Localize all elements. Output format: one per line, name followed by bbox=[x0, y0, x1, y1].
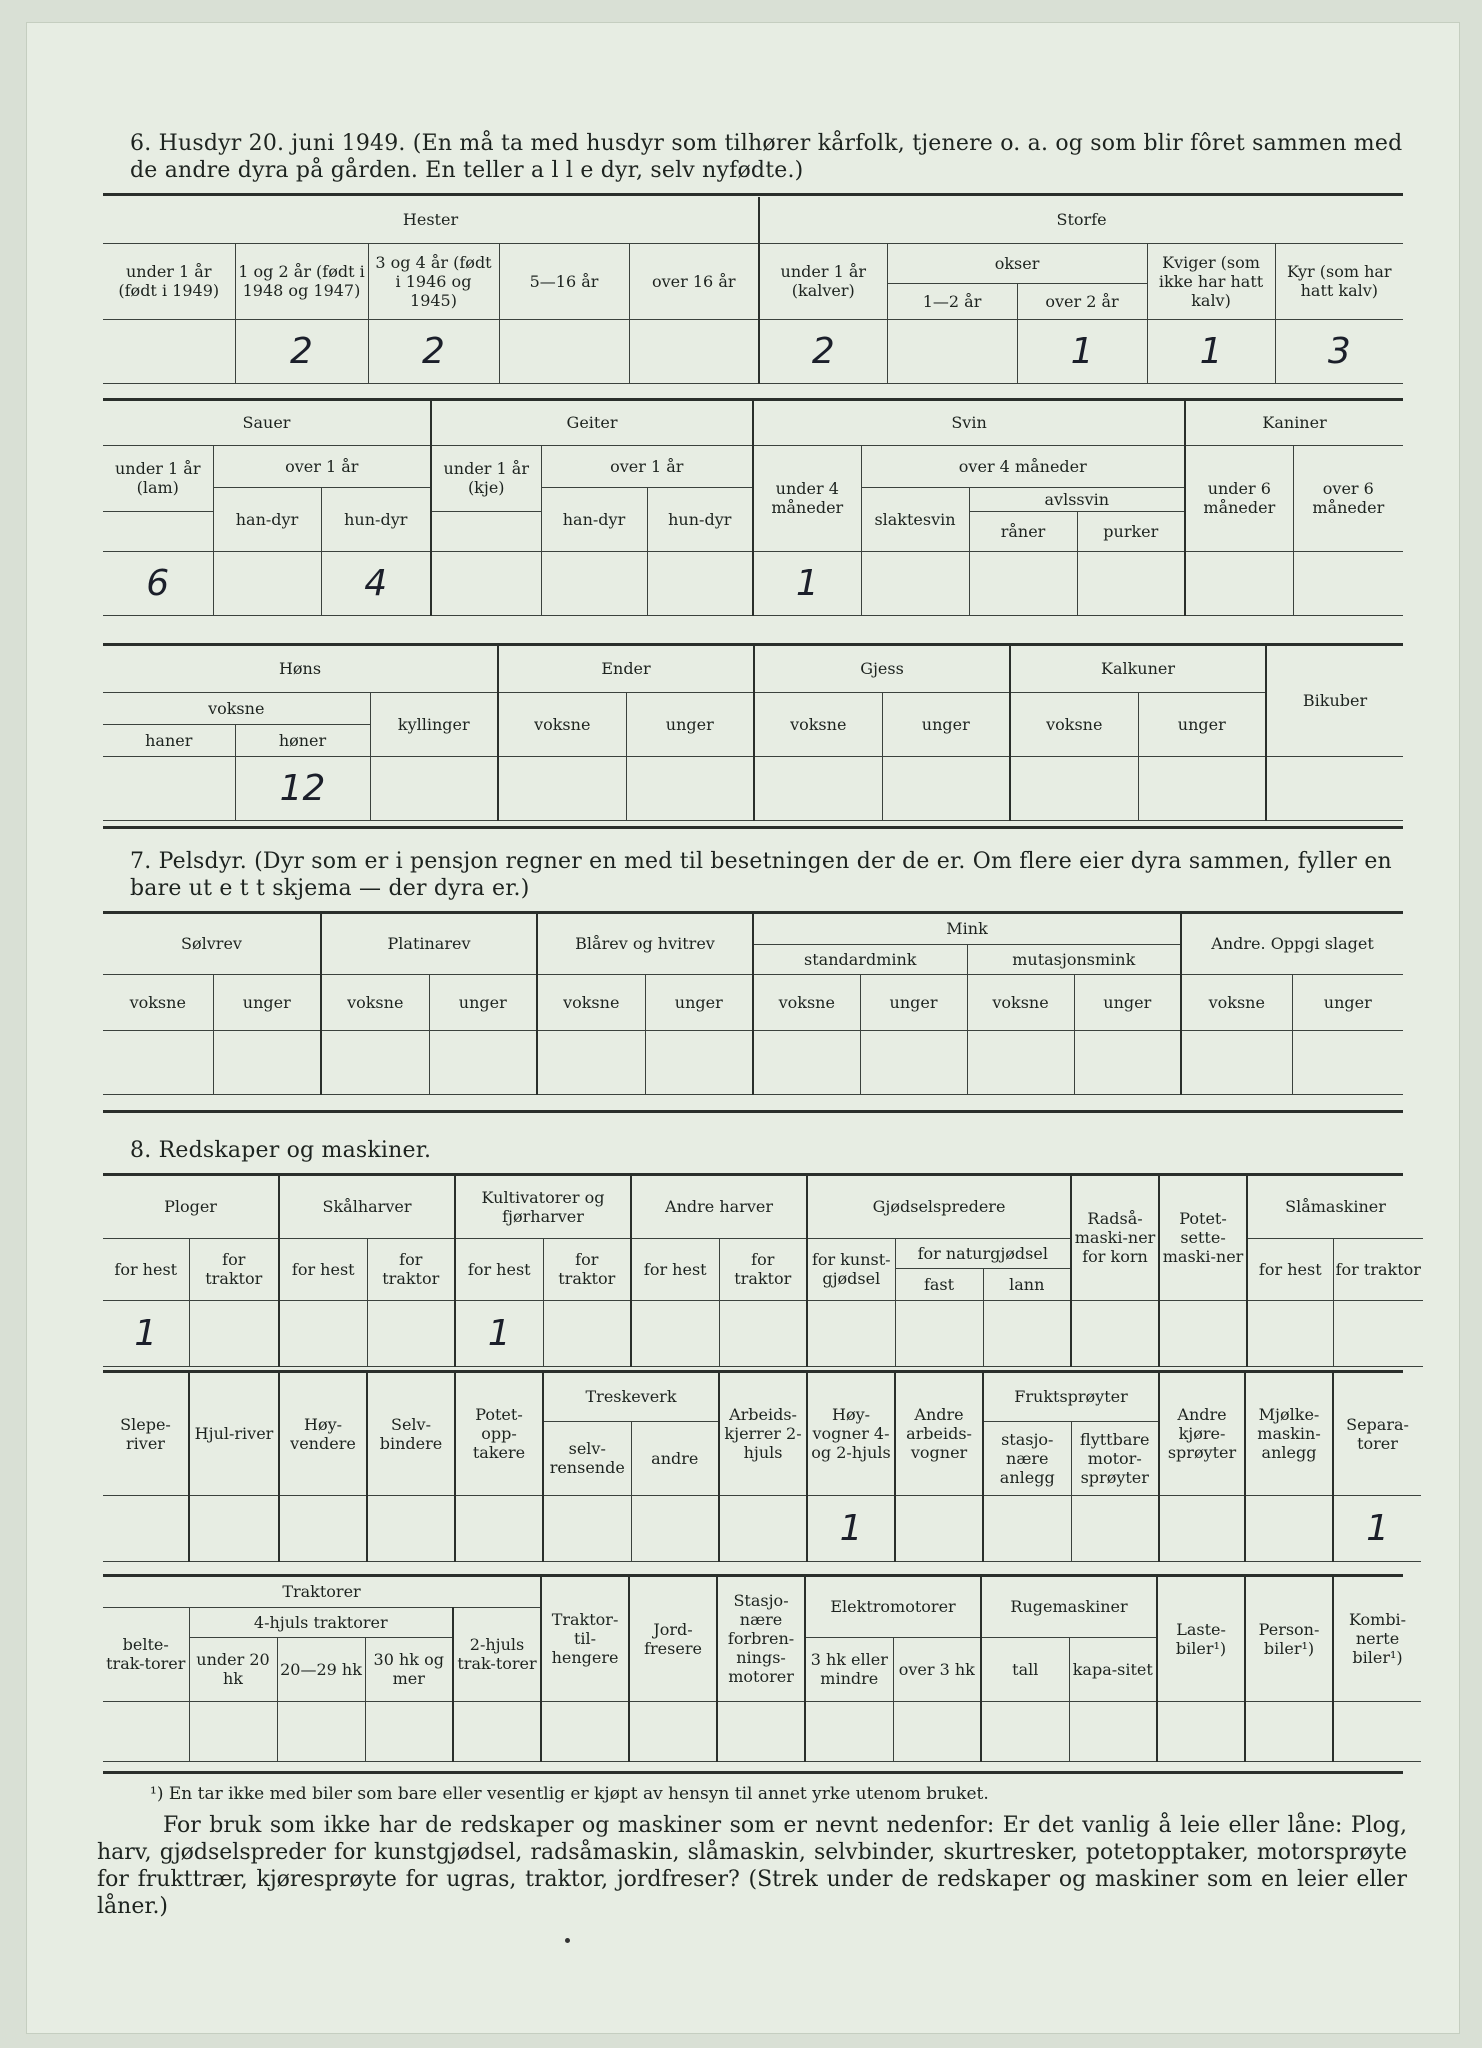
hons-col-voksne: voksne bbox=[103, 692, 370, 724]
col-3hk-mindre: 3 hk eller mindre bbox=[805, 1637, 893, 1701]
input-cell[interactable] bbox=[1333, 1701, 1421, 1761]
col-20-29hk: 20—29 hk bbox=[277, 1637, 365, 1701]
col-unger: unger bbox=[213, 974, 321, 1030]
input-cell[interactable] bbox=[807, 1300, 895, 1366]
geiter-col-handyr: han-dyr bbox=[541, 487, 647, 551]
traktortilhengere-header: Traktor-til-hengere bbox=[541, 1577, 629, 1701]
forbrenningsmotorer-header: Stasjo-nære forbren-nings-motorer bbox=[717, 1577, 805, 1701]
input-cell[interactable] bbox=[969, 551, 1077, 615]
divider bbox=[103, 1110, 1403, 1113]
input-cell[interactable] bbox=[805, 1701, 893, 1761]
hester-col-1-2: 1 og 2 år (født i 1948 og 1947) bbox=[235, 243, 368, 319]
arbeidskjerrer-header: Arbeids-kjerrer 2-hjuls bbox=[719, 1373, 807, 1495]
input-cell[interactable] bbox=[717, 1701, 805, 1761]
rugemaskiner-header: Rugemaskiner bbox=[981, 1577, 1157, 1637]
input-cell[interactable] bbox=[1245, 1495, 1333, 1561]
gjess-col-unger: unger bbox=[882, 692, 1010, 756]
radsamaskiner-header: Radså-maski-ner for korn bbox=[1071, 1176, 1159, 1300]
kalkuner-col-unger: unger bbox=[1138, 692, 1266, 756]
col-for-hest: for hest bbox=[631, 1238, 719, 1300]
input-cell[interactable] bbox=[367, 1495, 455, 1561]
input-cell[interactable] bbox=[754, 756, 882, 820]
input-cell[interactable] bbox=[103, 1030, 213, 1094]
input-cell[interactable] bbox=[103, 1701, 189, 1761]
selvbindere-header: Selv-bindere bbox=[367, 1373, 455, 1495]
hjulriver-header: Hjul-river bbox=[189, 1373, 279, 1495]
input-cell[interactable] bbox=[103, 1495, 189, 1561]
kaniner-col-over6: over 6 måneder bbox=[1293, 445, 1403, 551]
input-cell[interactable] bbox=[1293, 551, 1403, 615]
col-tall: tall bbox=[981, 1637, 1069, 1701]
andre-pelsdyr-header: Andre. Oppgi slaget bbox=[1181, 914, 1403, 974]
col-lann: lann bbox=[983, 1268, 1071, 1300]
input-cell[interactable] bbox=[631, 1300, 719, 1366]
kultivatorer-header: Kultivatorer og fjørharver bbox=[455, 1176, 631, 1238]
input-cell[interactable] bbox=[983, 1495, 1071, 1561]
col-voksne: voksne bbox=[321, 974, 429, 1030]
divider bbox=[103, 193, 1403, 196]
svin-col-slaktesvin: slaktesvin bbox=[861, 487, 969, 551]
input-cell[interactable] bbox=[1247, 1300, 1333, 1366]
separatorer-header: Separa-torer bbox=[1333, 1373, 1421, 1495]
kalkuner-col-voksne: voksne bbox=[1010, 692, 1138, 756]
col-4hjuls: 4-hjuls traktorer bbox=[189, 1607, 453, 1637]
input-cell[interactable]: 2 bbox=[368, 319, 499, 383]
solvrev-header: Sølvrev bbox=[103, 914, 321, 974]
input-cell[interactable] bbox=[1077, 551, 1185, 615]
input-cell[interactable] bbox=[1159, 1495, 1245, 1561]
gjodselspredere-header: Gjødselspredere bbox=[807, 1176, 1071, 1238]
hester-col-over16: over 16 år bbox=[629, 243, 759, 319]
geiter-col-over1: over 1 år bbox=[541, 445, 753, 487]
hester-storfe-table bbox=[103, 197, 1403, 384]
input-cell[interactable]: 6 bbox=[103, 551, 213, 615]
input-cell[interactable] bbox=[1181, 1030, 1292, 1094]
col-voksne: voksne bbox=[103, 974, 213, 1030]
input-cell[interactable] bbox=[1069, 1701, 1157, 1761]
input-cell[interactable] bbox=[1157, 1701, 1245, 1761]
input-cell[interactable] bbox=[1333, 1300, 1423, 1366]
input-cell[interactable] bbox=[882, 756, 1010, 820]
hoyvogner-header: Høy-vogner 4- og 2-hjuls bbox=[807, 1373, 895, 1495]
input-cell[interactable] bbox=[753, 1030, 860, 1094]
mutasjonsmink-header: mutasjonsmink bbox=[967, 944, 1181, 974]
storfe-col-okser: okser bbox=[887, 243, 1147, 283]
input-cell[interactable] bbox=[365, 1701, 453, 1761]
input-cell[interactable] bbox=[370, 756, 498, 820]
ploger-header: Ploger bbox=[103, 1176, 279, 1238]
input-cell[interactable] bbox=[277, 1701, 365, 1761]
input-cell[interactable] bbox=[279, 1300, 367, 1366]
input-cell[interactable] bbox=[1266, 756, 1403, 820]
col-30hk-mer: 30 hk og mer bbox=[365, 1637, 453, 1701]
kombinertebiler-header: Kombi-nerte biler¹) bbox=[1333, 1577, 1421, 1701]
col-unger: unger bbox=[429, 974, 537, 1030]
input-cell[interactable] bbox=[429, 1030, 537, 1094]
sleperiver-header: Slepe-river bbox=[103, 1373, 189, 1495]
potetsettemaskiner-header: Potet-sette-maski-ner bbox=[1159, 1176, 1247, 1300]
hester-col-under1: under 1 år (født i 1949) bbox=[103, 243, 235, 319]
redskaper-table-3 bbox=[103, 1577, 1407, 1762]
input-cell[interactable] bbox=[431, 551, 541, 615]
input-cell[interactable] bbox=[626, 756, 754, 820]
col-voksne: voksne bbox=[1181, 974, 1292, 1030]
input-cell[interactable]: 4 bbox=[321, 551, 431, 615]
input-cell[interactable] bbox=[1185, 551, 1293, 615]
col-for-hest: for hest bbox=[1247, 1238, 1333, 1300]
input-cell[interactable] bbox=[895, 1495, 983, 1561]
traktorer-header: Traktorer bbox=[103, 1577, 541, 1607]
input-cell[interactable] bbox=[499, 319, 629, 383]
input-cell[interactable] bbox=[981, 1701, 1069, 1761]
potetopptakere-header: Potet-opp-takere bbox=[455, 1373, 543, 1495]
hons-col-kyllinger: kyllinger bbox=[370, 692, 498, 756]
input-cell[interactable] bbox=[367, 1300, 455, 1366]
input-cell[interactable] bbox=[537, 1030, 645, 1094]
input-cell[interactable] bbox=[719, 1495, 807, 1561]
divider bbox=[103, 826, 1403, 829]
input-cell[interactable]: 1 bbox=[753, 551, 861, 615]
kalkuner-header: Kalkuner bbox=[1010, 646, 1266, 692]
input-cell[interactable] bbox=[1074, 1030, 1181, 1094]
input-cell[interactable]: 1 bbox=[103, 1300, 189, 1366]
footnote: ¹) En tar ikke med biler som bare eller vesentlig er kjøpt av hensyn til annet yrke utenom bruket. bbox=[150, 1784, 989, 1804]
svin-header: Svin bbox=[753, 401, 1185, 445]
input-cell[interactable] bbox=[1138, 756, 1266, 820]
col-for-naturgjodsel: for naturgjødsel bbox=[895, 1238, 1071, 1268]
input-cell[interactable]: 12 bbox=[235, 756, 370, 820]
input-cell[interactable]: 1 bbox=[1333, 1495, 1421, 1561]
input-cell[interactable] bbox=[103, 756, 235, 820]
lastebiler-header: Laste-biler¹) bbox=[1157, 1577, 1245, 1701]
sauer-col-over1: over 1 år bbox=[213, 445, 431, 487]
svin-col-raner: råner bbox=[969, 511, 1077, 551]
sauer-col-lam: under 1 år (lam) bbox=[103, 445, 213, 511]
personbiler-header: Person-biler¹) bbox=[1245, 1577, 1333, 1701]
col-unger: unger bbox=[860, 974, 967, 1030]
arbeidsvogner-header: Andre arbeids-vogner bbox=[895, 1373, 983, 1495]
input-cell[interactable] bbox=[1010, 756, 1138, 820]
input-cell[interactable] bbox=[321, 1030, 429, 1094]
hons-col-honer: høner bbox=[235, 724, 370, 756]
storfe-col-kalver: under 1 år (kalver) bbox=[759, 243, 887, 319]
input-cell[interactable] bbox=[895, 1300, 983, 1366]
input-cell[interactable] bbox=[103, 319, 235, 383]
section-8-heading: 8. Redskaper og maskiner. bbox=[130, 1138, 432, 1163]
hester-col-3-4: 3 og 4 år (født i 1946 og 1945) bbox=[368, 243, 499, 319]
geiter-header: Geiter bbox=[431, 401, 753, 445]
col-voksne: voksne bbox=[753, 974, 860, 1030]
slamaskiner-header: Slåmaskiner bbox=[1247, 1176, 1423, 1238]
input-cell[interactable] bbox=[860, 1030, 967, 1094]
mink-header: Mink bbox=[753, 914, 1181, 944]
treskeverk-header: Treskeverk bbox=[543, 1373, 719, 1421]
input-cell[interactable]: 1 bbox=[807, 1495, 895, 1561]
section-6-heading: 6. Husdyr 20. juni 1949. (En må ta med husdyr som tilhører kårfolk, tjenere o. a. og som blir fôret sammen med de andre dyra på gården. En teller a l l e dyr, selv nyfødte.) bbox=[130, 131, 1403, 183]
input-cell[interactable] bbox=[647, 551, 753, 615]
mjolkemaskin-header: Mjølke-maskin-anlegg bbox=[1245, 1373, 1333, 1495]
col-for-kunstgjodsel: for kunst-gjødsel bbox=[807, 1238, 895, 1300]
col-stasjonaere-anlegg: stasjo-nære anlegg bbox=[983, 1421, 1071, 1495]
input-cell[interactable] bbox=[213, 551, 321, 615]
storfe-col-kyr: Kyr (som har hatt kalv) bbox=[1275, 243, 1403, 319]
input-cell[interactable] bbox=[541, 1701, 629, 1761]
col-for-traktor: for traktor bbox=[543, 1238, 631, 1300]
svin-col-avlssvin: avlssvin bbox=[969, 487, 1185, 511]
col-for-traktor: for traktor bbox=[1333, 1238, 1423, 1300]
input-cell[interactable] bbox=[1071, 1495, 1159, 1561]
input-cell[interactable] bbox=[861, 551, 969, 615]
gjess-col-voksne: voksne bbox=[754, 692, 882, 756]
input-cell[interactable]: 2 bbox=[235, 319, 368, 383]
platinarev-header: Platinarev bbox=[321, 914, 537, 974]
input-cell[interactable] bbox=[719, 1300, 807, 1366]
input-cell[interactable] bbox=[453, 1701, 541, 1761]
ender-col-voksne: voksne bbox=[498, 692, 626, 756]
hons-header: Høns bbox=[103, 646, 498, 692]
kaniner-header: Kaniner bbox=[1185, 401, 1403, 445]
input-cell[interactable] bbox=[645, 1030, 753, 1094]
jordfresere-header: Jord-fresere bbox=[629, 1577, 717, 1701]
input-cell[interactable] bbox=[189, 1701, 277, 1761]
geiter-col-kje: under 1 år (kje) bbox=[431, 445, 541, 511]
col-flyttbare-motorsproyter: flyttbare motor-sprøyter bbox=[1071, 1421, 1159, 1495]
gjess-header: Gjess bbox=[754, 646, 1010, 692]
input-cell[interactable] bbox=[1159, 1300, 1247, 1366]
input-cell[interactable] bbox=[455, 1495, 543, 1561]
andre-harver-header: Andre harver bbox=[631, 1176, 807, 1238]
col-for-traktor: for traktor bbox=[367, 1238, 455, 1300]
input-cell[interactable] bbox=[967, 1030, 1074, 1094]
col-for-hest: for hest bbox=[103, 1238, 189, 1300]
okser-col-over2: over 2 år bbox=[1017, 283, 1147, 319]
sauer-svin-table bbox=[103, 401, 1403, 616]
closing-paragraph: For bruk som ikke har de redskaper og maskiner som er nevnt nedenfor: Er det vanlig å leie eller låne: Plog, harv, gjødselspreder for kunstgjødsel, radsåmaskin, slåmaskin, selvbinder, skurtresker, potetopptaker, motorsprøyte for frukttrær, kjøresprøyte for ugras, traktor, jordfreser? (Strek under de redskaper og maskiner som en leier eller låner.) bbox=[97, 1813, 1407, 1919]
svin-col-purker: purker bbox=[1077, 511, 1185, 551]
geiter-col-hundyr: hun-dyr bbox=[647, 487, 753, 551]
col-unger: unger bbox=[645, 974, 753, 1030]
okser-col-1-2: 1—2 år bbox=[887, 283, 1017, 319]
input-cell[interactable] bbox=[541, 551, 647, 615]
storfe-col-kviger: Kviger (som ikke har hatt kalv) bbox=[1147, 243, 1275, 319]
skalharver-header: Skålharver bbox=[279, 1176, 455, 1238]
storfe-header: Storfe bbox=[759, 197, 1403, 243]
redskaper-table-2 bbox=[103, 1373, 1409, 1562]
col-for-traktor: for traktor bbox=[719, 1238, 807, 1300]
input-cell[interactable] bbox=[543, 1495, 631, 1561]
svin-col-over4: over 4 måneder bbox=[861, 445, 1185, 487]
col-unger: unger bbox=[1292, 974, 1403, 1030]
sauer-header: Sauer bbox=[103, 401, 431, 445]
col-selvrensende: selv-rensende bbox=[543, 1421, 631, 1495]
input-cell[interactable] bbox=[498, 756, 626, 820]
input-cell[interactable] bbox=[629, 319, 759, 383]
input-cell[interactable] bbox=[189, 1495, 279, 1561]
hons-col-haner: haner bbox=[103, 724, 235, 756]
divider bbox=[103, 1771, 1403, 1774]
col-voksne: voksne bbox=[537, 974, 645, 1030]
input-cell[interactable] bbox=[213, 1030, 321, 1094]
input-cell[interactable]: 1 bbox=[455, 1300, 543, 1366]
hester-col-5-16: 5—16 år bbox=[499, 243, 629, 319]
input-cell[interactable] bbox=[887, 319, 1017, 383]
pelsdyr-table bbox=[103, 914, 1403, 1095]
col-over-3hk: over 3 hk bbox=[893, 1637, 981, 1701]
ink-dot bbox=[565, 1938, 570, 1943]
col-unger: unger bbox=[1074, 974, 1181, 1030]
kaniner-col-under6: under 6 måneder bbox=[1185, 445, 1293, 551]
kjoresproyter-header: Andre kjøre-sprøyter bbox=[1159, 1373, 1245, 1495]
input-cell[interactable]: 2 bbox=[759, 319, 887, 383]
col-voksne: voksne bbox=[967, 974, 1074, 1030]
col-beltetraktorer: belte-trak-torer bbox=[103, 1607, 189, 1701]
fruktsproyter-header: Fruktsprøyter bbox=[983, 1373, 1159, 1421]
sauer-col-hundyr: hun-dyr bbox=[321, 487, 431, 551]
input-cell[interactable] bbox=[1292, 1030, 1403, 1094]
input-cell[interactable] bbox=[279, 1495, 367, 1561]
input-cell[interactable] bbox=[1245, 1701, 1333, 1761]
fjorfe-table bbox=[103, 646, 1403, 821]
input-cell[interactable] bbox=[893, 1701, 981, 1761]
bikuber-header: Bikuber bbox=[1266, 646, 1403, 756]
input-cell[interactable]: 1 bbox=[1147, 319, 1275, 383]
elektromotorer-header: Elektromotorer bbox=[805, 1577, 981, 1637]
ender-col-unger: unger bbox=[626, 692, 754, 756]
hoyvendere-header: Høy-vendere bbox=[279, 1373, 367, 1495]
input-cell[interactable] bbox=[631, 1495, 719, 1561]
input-cell[interactable] bbox=[1071, 1300, 1159, 1366]
input-cell[interactable]: 1 bbox=[1017, 319, 1147, 383]
col-2hjuls: 2-hjuls trak-torer bbox=[453, 1607, 541, 1701]
col-fast: fast bbox=[895, 1268, 983, 1300]
input-cell[interactable] bbox=[983, 1300, 1071, 1366]
blarev-header: Blårev og hvitrev bbox=[537, 914, 753, 974]
input-cell[interactable] bbox=[543, 1300, 631, 1366]
col-for-hest: for hest bbox=[455, 1238, 543, 1300]
col-under-20hk: under 20 hk bbox=[189, 1637, 277, 1701]
input-cell[interactable]: 3 bbox=[1275, 319, 1403, 383]
ender-header: Ender bbox=[498, 646, 754, 692]
input-cell[interactable] bbox=[629, 1701, 717, 1761]
redskaper-table-1 bbox=[103, 1176, 1421, 1367]
col-kapasitet: kapa-sitet bbox=[1069, 1637, 1157, 1701]
svin-col-under4: under 4 måneder bbox=[753, 445, 861, 551]
col-andre: andre bbox=[631, 1421, 719, 1495]
col-for-hest: for hest bbox=[279, 1238, 367, 1300]
col-for-traktor: for traktor bbox=[189, 1238, 279, 1300]
standardmink-header: standardmink bbox=[753, 944, 967, 974]
section-7-heading: 7. Pelsdyr. (Dyr som er i pensjon regner en med til besetningen der de er. Om flere eier dyra sammen, fyller en bare ut e t t skjema — der dyra er.) bbox=[130, 849, 1392, 901]
hester-header: Hester bbox=[103, 197, 759, 243]
input-cell[interactable] bbox=[189, 1300, 279, 1366]
sauer-col-handyr: han-dyr bbox=[213, 487, 321, 551]
